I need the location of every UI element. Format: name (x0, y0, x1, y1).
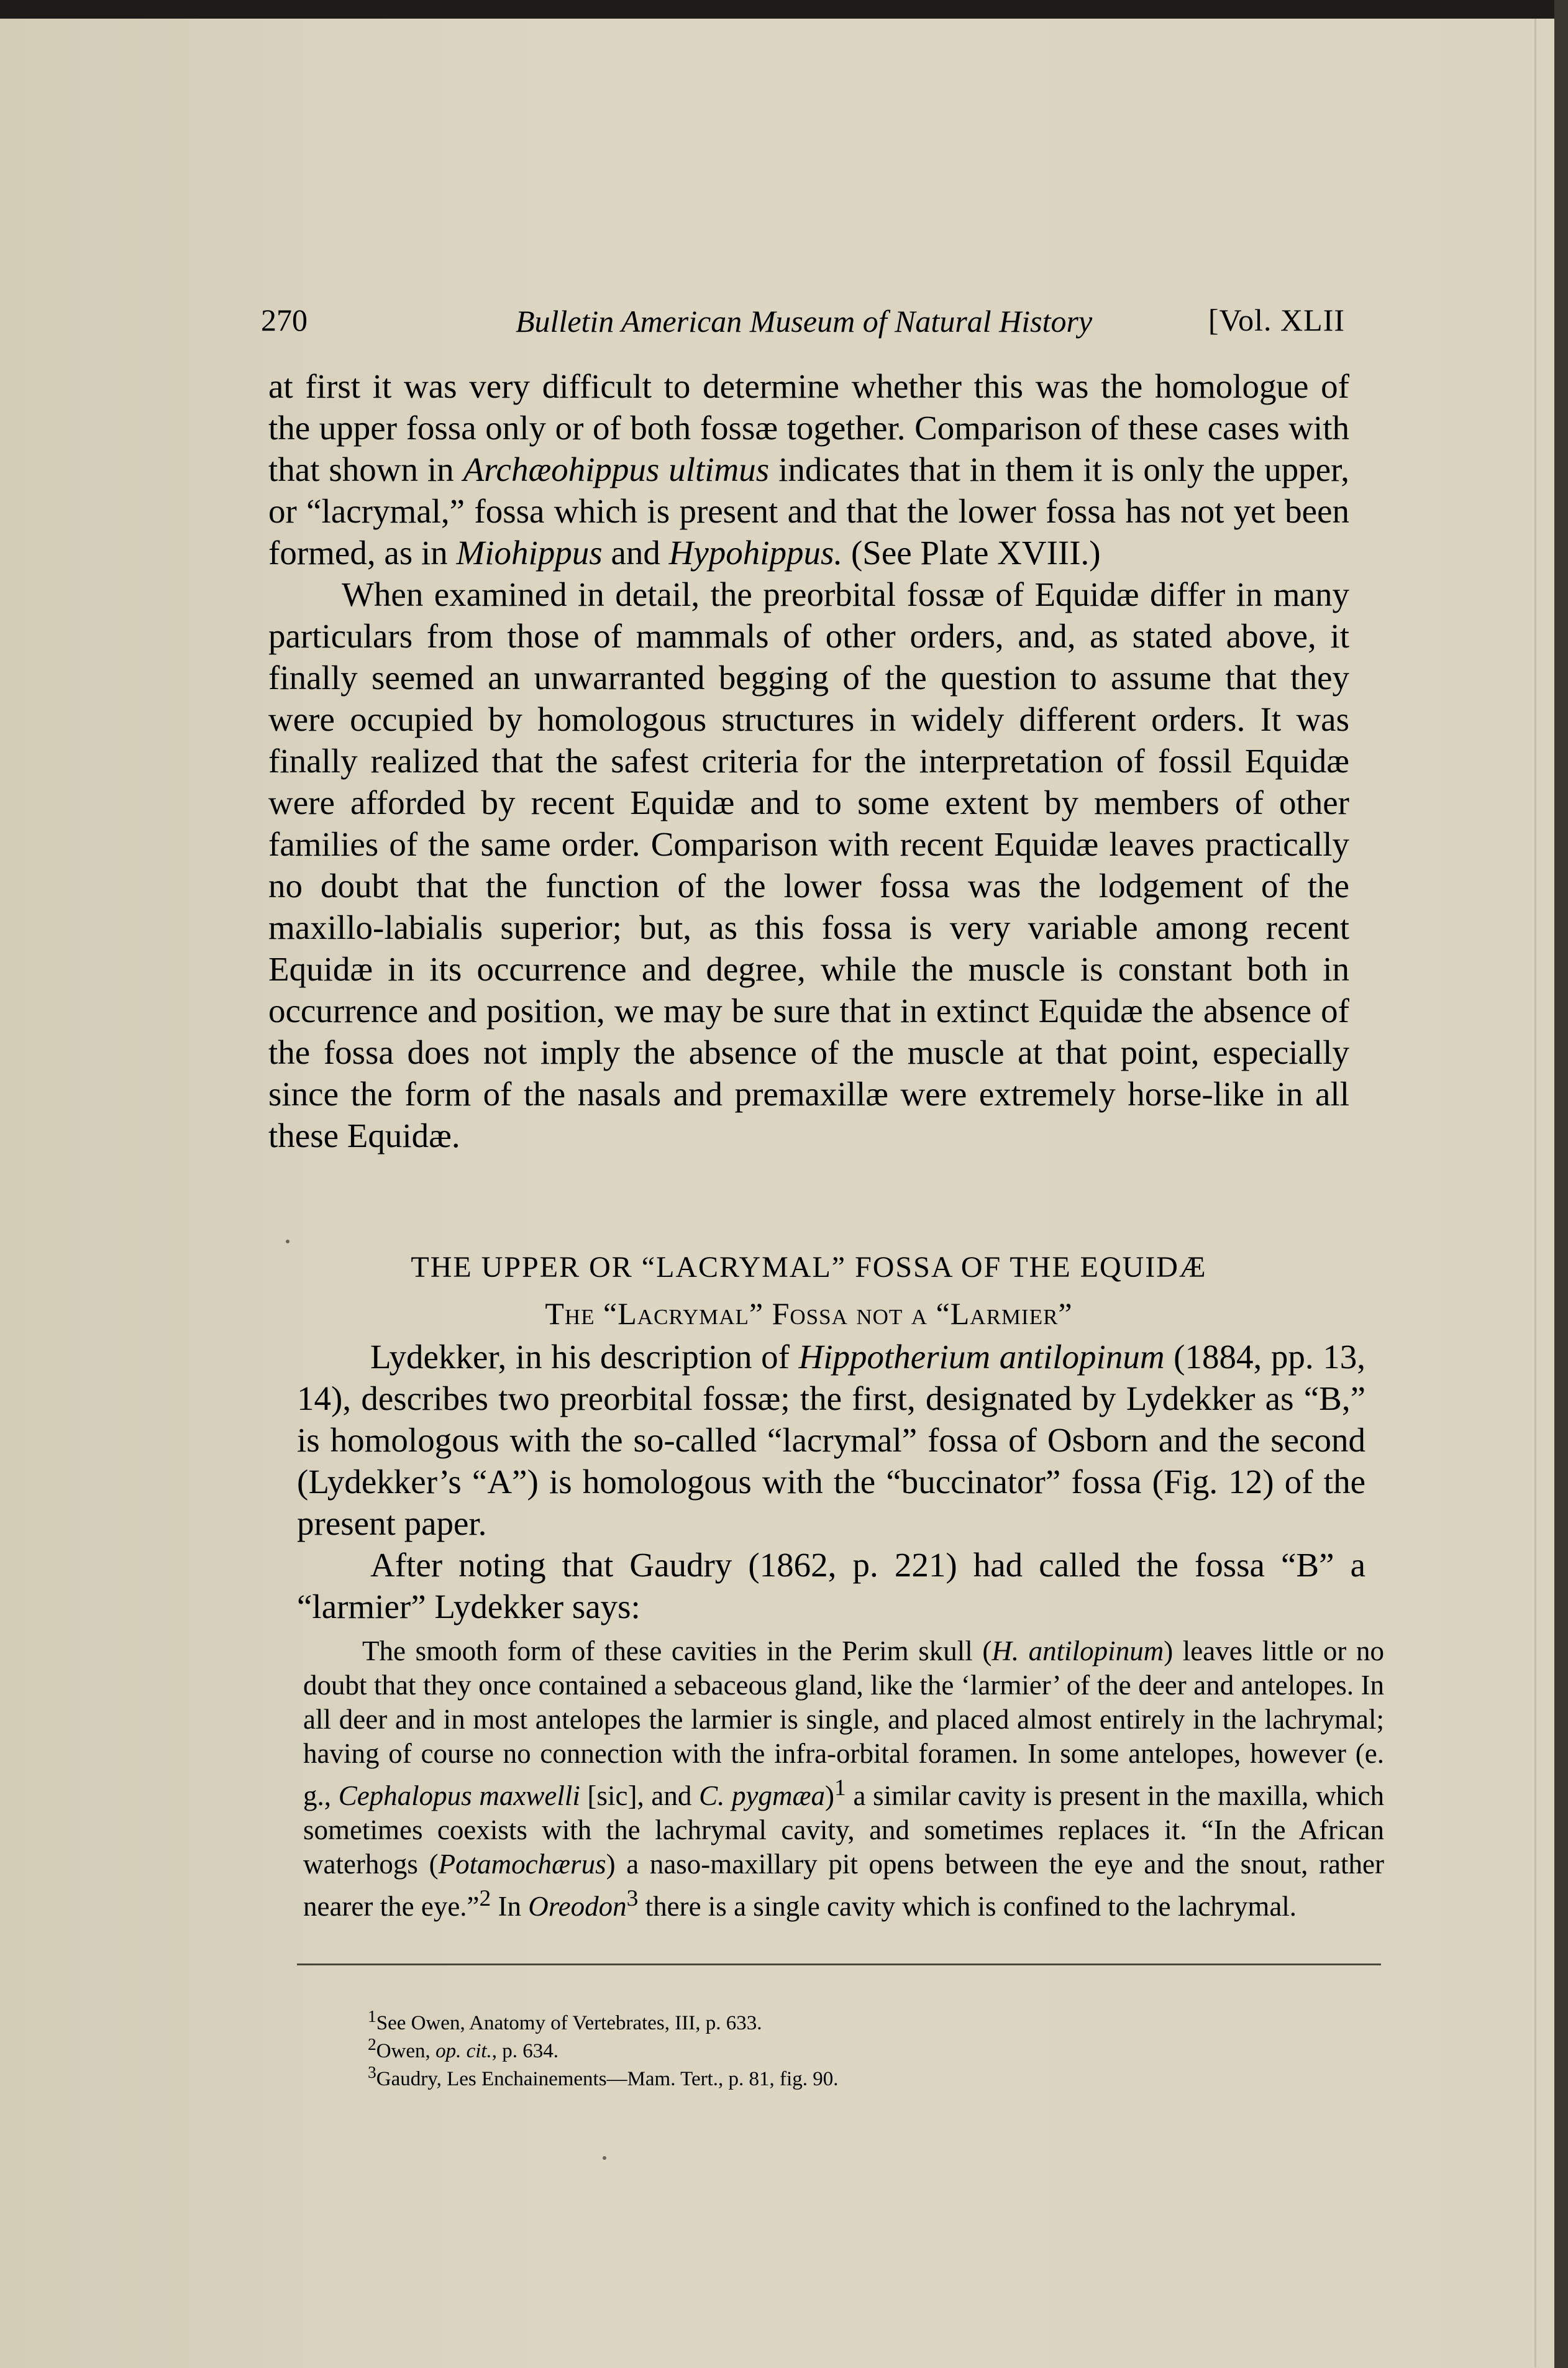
italic-run: Cephalopus maxwelli (338, 1780, 580, 1811)
page-fold (1534, 19, 1536, 2367)
italic-run: C. pygmæa (699, 1780, 826, 1811)
footnote-marker: 2 (368, 2034, 376, 2054)
italic-run: Hippotherium antilopinum (798, 1338, 1165, 1376)
section-text (297, 1336, 1365, 1627)
text-run: at first it was very difficult to determine whether this was the homologue of the upper fossa only or of both fossæ together. Comparison of these cases with that shown in (268, 367, 1349, 488)
quote-text (303, 1634, 1384, 1924)
text-run: Gaudry, Les Enchainements—Mam. Tert., p. 81, fig. 90. (376, 2068, 839, 2090)
text-run: (1884, pp. 13, 14), describes two preorbital fossæ; the first, designated by Lydekker as “B,” is homologous with the so-called “lacrymal” fossa of Osborn and the second (Lydekker’s “A”) is homologous with the “buccinator” fossa (Fig. 12) of the present paper. (297, 1338, 1365, 1542)
section-heading: THE UPPER OR “LACRYMAL” FOSSA OF THE EQUIDÆ (411, 1251, 1207, 1284)
italic-run: Archæohippus ultimus (463, 450, 770, 488)
italic-run: Miohippus (456, 534, 603, 572)
text-run: After noting that Gaudry (1862, p. 221) had called the fossa “B” a “larmier” Lydekker says: (297, 1546, 1365, 1625)
text-run: In (491, 1891, 529, 1922)
text-run: a similar cavity is present in the maxilla, which sometimes coexists with the lachrymal cavity, and sometimes replaces it. “In the African waterhogs ( (303, 1780, 1384, 1880)
main-text (268, 365, 1349, 1156)
subsection-heading: The “Lacrymal” Fossa not a “Larmier” (545, 1296, 1073, 1331)
volume-label: [Vol. XLII (1208, 303, 1345, 337)
paper-speck (286, 1240, 289, 1243)
italic-run: op. cit. (435, 2040, 492, 2062)
block-quote (303, 1634, 1384, 1924)
footnote-2 (368, 2034, 838, 2062)
text-run: ) (825, 1780, 835, 1811)
text-run: The smooth form of these cavities in the Perim skull ( (362, 1635, 992, 1666)
paper-speck (603, 2156, 606, 2160)
text-run: [sic], and (580, 1780, 700, 1811)
paragraph-continuation (268, 365, 1349, 574)
footnote-marker: 1 (368, 2006, 376, 2026)
text-run: , p. 634. (491, 2040, 559, 2062)
footnote-marker: 2 (479, 1886, 491, 1911)
footnote-1 (368, 2006, 838, 2034)
text-run: (See Plate XVIII.) (842, 534, 1101, 572)
journal-title: Bulletin American Museum of Natural History (516, 304, 1093, 339)
text-run: and (602, 534, 669, 572)
italic-run: Hypohippus. (668, 534, 843, 572)
text-run: there is a single cavity which is confined to the lachrymal. (638, 1891, 1297, 1922)
text-run: When examined in detail, the preorbital fossæ of Equidæ differ in many particulars from those of mammals of other orders, and, as stated above, it finally seemed an unwarranted begging of the question to assume that they were occupied by homologous structures in widely different orders. It was finally realized that the safest criteria for the interpretation of fossil Equidæ were afforded by recent Equidæ and to some extent by members of other families of the same order. Comparison with recent Equidæ leaves practically no doubt that the function of the lower fossa was the lodgement of the maxillo-labialis superior; but, as this fossa is very variable among recent Equidæ in its occurrence and degree, while the muscle is constant both in occurrence and position, we may be sure that in extinct Equidæ the absence of the fossa does not imply the absence of the muscle at that point, especially since the form of the nasals and premaxillæ were extremely horse-like in all these Equidæ. (268, 575, 1349, 1154)
italic-run: H. antilopinum (991, 1635, 1164, 1666)
paragraph-lydekker (297, 1336, 1365, 1544)
scan-right-edge (1554, 0, 1568, 2368)
paragraph-preorbital-fossae (268, 574, 1349, 1156)
footnotes (368, 2006, 838, 2090)
footnote-marker: 3 (626, 1886, 639, 1911)
text-run: Lydekker, in his description of (370, 1338, 799, 1376)
italic-run: Oreodon (528, 1891, 627, 1922)
footnote-divider (297, 1963, 1381, 1965)
footnote-marker: 3 (368, 2062, 376, 2082)
footnote-3 (368, 2062, 838, 2090)
running-header (261, 302, 1345, 339)
text-run: ) a naso-maxillary pit opens between the eye and the snout, rather nearer the eye.” (303, 1849, 1384, 1922)
text-run: Owen, (376, 2040, 436, 2062)
page-number: 270 (261, 303, 308, 337)
text-run: See Owen, Anatomy of Vertebrates, III, p. 633. (376, 2012, 762, 2034)
paragraph-gaudry (297, 1544, 1365, 1627)
text-run: ) leaves little or no doubt that they once contained a sebaceous gland, like the ‘larmier’ of the deer and antelopes. In all deer and in most antelopes the larmier is single, and placed almost entirely in the lachrymal; having of course no connection with the infra-orbital foramen. In some antelopes, however (e. g., (303, 1635, 1384, 1811)
footnote-marker: 1 (834, 1775, 846, 1801)
italic-run: Potamochærus (438, 1849, 606, 1880)
text-run: indicates that in them it is only the upper, or “lacrymal,” fossa which is present and that the lower fossa has not yet been formed, as in (268, 450, 1349, 572)
